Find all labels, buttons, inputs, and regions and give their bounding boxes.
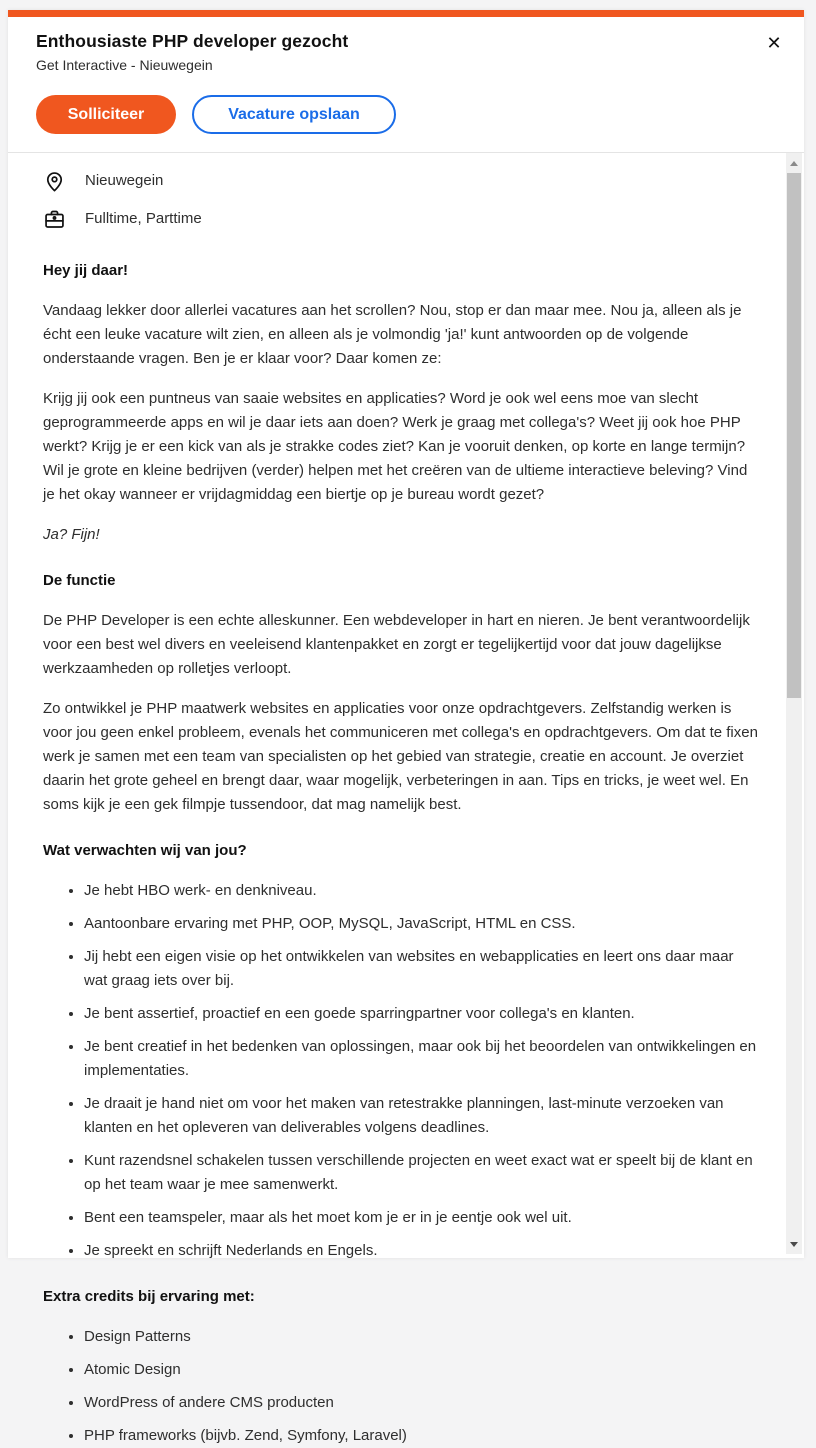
job-detail-modal — [8, 10, 804, 1444]
scroll-down-button[interactable] — [786, 1236, 802, 1252]
scroll-up-button[interactable] — [786, 155, 802, 171]
company-location: Get Interactive - Nieuwegein — [36, 57, 213, 73]
job-body-wrap — [8, 153, 804, 1444]
expectations-heading: Wat verwachten wij van jou? — [43, 842, 247, 859]
list-item: • Aantoonbare ervaring met PHP, OOP, MySQL, JavaScript, HTML en CSS. — [84, 912, 759, 936]
scrollbar-thumb[interactable] — [787, 173, 801, 698]
briefcase-icon — [43, 208, 66, 231]
close-icon: ✕ — [766, 33, 782, 53]
apply-button[interactable]: Solliciteer — [36, 95, 176, 134]
save-vacancy-button[interactable]: Vacature opslaan — [192, 95, 396, 134]
list-item: • Design Patterns — [84, 1325, 759, 1349]
extra-credits-heading: Extra credits bij ervaring met: — [43, 1288, 255, 1305]
list-item: • Je bent creatief in het bedenken van oplossingen, maar ook bij het beoordelen van ontwikkelingen en implementaties. — [84, 1035, 759, 1083]
list-item: • WordPress of andere CMS producten — [84, 1391, 759, 1415]
location-value: Nieuwegein — [85, 172, 164, 189]
scroll-up-icon — [790, 161, 798, 166]
job-header — [8, 17, 804, 153]
list-item: • Bent een teamspeler, maar als het moet kom je er in je eentje ook wel uit. — [84, 1206, 759, 1230]
list-item: • Jij hebt een eigen visie op het ontwikkelen van websites en webapplicaties en leert ons daar maar wat graag iets over bij. — [84, 945, 759, 993]
scroll-down-icon — [790, 1242, 798, 1247]
scrollbar-track[interactable] — [786, 153, 802, 1254]
location-pin-icon — [43, 170, 66, 193]
intro-paragraph-2: Krijg jij ook een puntneus van saaie websites en applicaties? Word je ook wel eens moe van slecht geprogrammeerde apps en wil je daar iets aan doen? Werk je graag met collega's? Weet jij ook hoe PHP werkt? Krijg je er een kick van als je strakke codes ziet? Kan je vooruit denken, op korte en lange termijn? Wil je grote en kleine bedrijven (verder) helpen met het creëren van de ultieme interactieve beleving? Vind je het okay wanneer er vrijdagmiddag een biertje op je bureau wordt gezet? — [43, 390, 748, 503]
functie-paragraph-2: Zo ontwikkel je PHP maatwerk websites en applicaties voor onze opdrachtgevers. Zelfstandig werken is voor jou geen enkel probleem, evenals het communiceren met collega's en opdrachtgevers. Om dat te fixen werk je samen met een team van specialisten op het gebied van strategie, creatie en account. Je overziet daarin het grote geheel en brengt daar, waar mogelijk, verbeteringen in aan. Tips en tricks, je weet wel. En soms kijk je een gek filmpje tussendoor, dat mag namelijk best. — [43, 700, 758, 813]
expectations-list — [43, 879, 759, 1263]
greeting-heading: Hey jij daar! — [43, 262, 129, 279]
close-button[interactable] — [760, 29, 788, 57]
job-type-row — [43, 207, 759, 231]
functie-heading: De functie — [43, 572, 116, 589]
job-description — [8, 153, 783, 1444]
extra-credits-list — [43, 1325, 759, 1448]
list-item: • Je bent assertief, proactief en een goede sparringpartner voor collega's en klanten. — [84, 1002, 759, 1026]
location-row — [43, 169, 759, 193]
list-item: • Je spreekt en schrijft Nederlands en Engels. — [84, 1239, 759, 1263]
functie-paragraph-1: De PHP Developer is een echte alleskunner. Een webdeveloper in hart en nieren. Je bent verantwoordelijk voor een best wel divers en veeleisend klantenpakket en zorgt er tegelijkertijd voor dat jouw dagelijkse werkzaamheden op rolletjes verloopt. — [43, 612, 750, 677]
action-buttons — [36, 95, 776, 134]
job-type-value: Fulltime, Parttime — [85, 210, 202, 227]
list-item: • Kunt razendsnel schakelen tussen verschillende projecten en weet exact wat er speelt bij de klant en op het team waar je mee samenwerkt. — [84, 1149, 759, 1197]
list-item: • Je hebt HBO werk- en denkniveau. — [84, 879, 759, 903]
list-item: • Atomic Design — [84, 1358, 759, 1382]
job-title: Enthousiaste PHP developer gezocht — [36, 31, 349, 51]
list-item: • Je draait je hand niet om voor het maken van retestrakke planningen, last-minute verzoeken van klanten en het opleveren van deliverables volgens deadlines. — [84, 1092, 759, 1140]
intro-paragraph-1: Vandaag lekker door allerlei vacatures aan het scrollen? Nou, stop er dan maar mee. Nou ja, alleen als je écht een leuke vacature wilt zien, en alleen als je volmondig 'ja!' kunt antwoorden op de volgende onderstaande vragen. Ben je er klaar voor? Daar komen ze: — [43, 302, 742, 367]
list-item: • PHP frameworks (bijvb. Zend, Symfony, Laravel) — [84, 1424, 759, 1448]
ja-fijn-line: Ja? Fijn! — [43, 526, 100, 543]
